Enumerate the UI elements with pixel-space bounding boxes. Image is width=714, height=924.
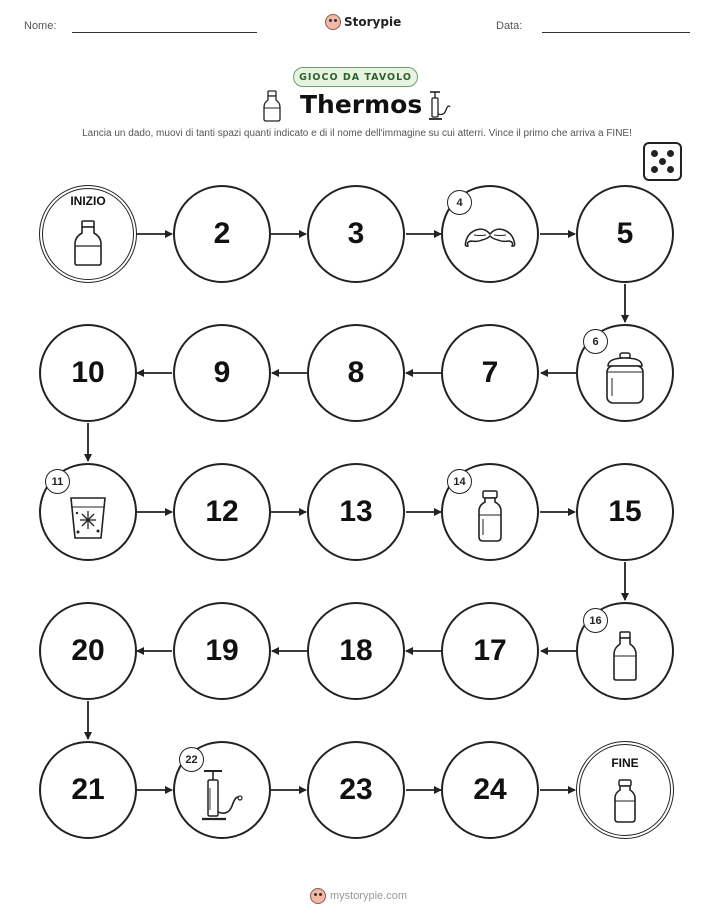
vial-icon [612, 778, 638, 824]
board-space [39, 602, 137, 700]
board-space [307, 324, 405, 422]
board-space [39, 324, 137, 422]
brand-name: Storypie [344, 15, 402, 29]
board-space-finish [576, 741, 674, 839]
finish-label: FINE [611, 756, 639, 770]
ice-cup-icon [68, 495, 108, 541]
board-space [307, 463, 405, 561]
board-space [39, 741, 137, 839]
footer-url: mystorypie.com [330, 890, 408, 902]
board-space [173, 324, 271, 422]
instructions: Lancia un dado, muovi di tanti spazi quanti indicato e di il nome dell'immagine su cui atterri. Vince il primo che arriva a FINE! [82, 128, 632, 139]
mascot-icon [310, 888, 326, 904]
page-title: Thermos [300, 90, 423, 119]
board-space [173, 463, 271, 561]
space-number: 15 [608, 495, 642, 528]
space-number: 17 [473, 634, 507, 667]
jar-icon [604, 352, 646, 406]
space-number: 18 [339, 634, 373, 667]
space-number-badge: 16 [583, 608, 608, 633]
board-space [173, 185, 271, 283]
start-label: INIZIO [70, 194, 106, 208]
pump-icon [200, 768, 244, 824]
space-number-badge: 6 [583, 329, 608, 354]
board-space [441, 741, 539, 839]
space-number: 7 [481, 356, 499, 389]
space-number: 20 [71, 634, 105, 667]
mustache-icon [462, 225, 518, 251]
board-space [307, 741, 405, 839]
board-space-start [39, 185, 137, 283]
board-space [307, 602, 405, 700]
date-label: Data: [496, 20, 523, 32]
space-number-badge: 4 [447, 190, 472, 215]
board-space [173, 602, 271, 700]
space-number-badge: 14 [447, 469, 472, 494]
space-number-badge: 11 [45, 469, 70, 494]
board-space [576, 185, 674, 283]
board-space [576, 463, 674, 561]
vial-icon [476, 489, 504, 543]
space-number: 8 [347, 356, 365, 389]
board-space [441, 602, 539, 700]
space-number: 2 [213, 217, 231, 250]
space-number-badge: 22 [179, 747, 204, 772]
milk-bottle-icon [71, 219, 105, 267]
space-number: 3 [347, 217, 365, 250]
space-number: 13 [339, 495, 373, 528]
game-type-badge: GIOCO DA TAVOLO [293, 67, 418, 87]
milk-bottle-icon [611, 630, 639, 682]
space-number: 19 [205, 634, 239, 667]
space-number: 12 [205, 495, 239, 528]
space-number: 23 [339, 773, 373, 806]
space-number: 5 [616, 217, 634, 250]
space-number: 10 [71, 356, 105, 389]
board-space [307, 185, 405, 283]
space-number: 24 [473, 773, 507, 806]
space-number: 9 [213, 356, 231, 389]
footer-brand [310, 888, 407, 904]
space-number: 21 [71, 773, 105, 806]
name-label: Nome: [24, 20, 57, 32]
board-space [441, 324, 539, 422]
